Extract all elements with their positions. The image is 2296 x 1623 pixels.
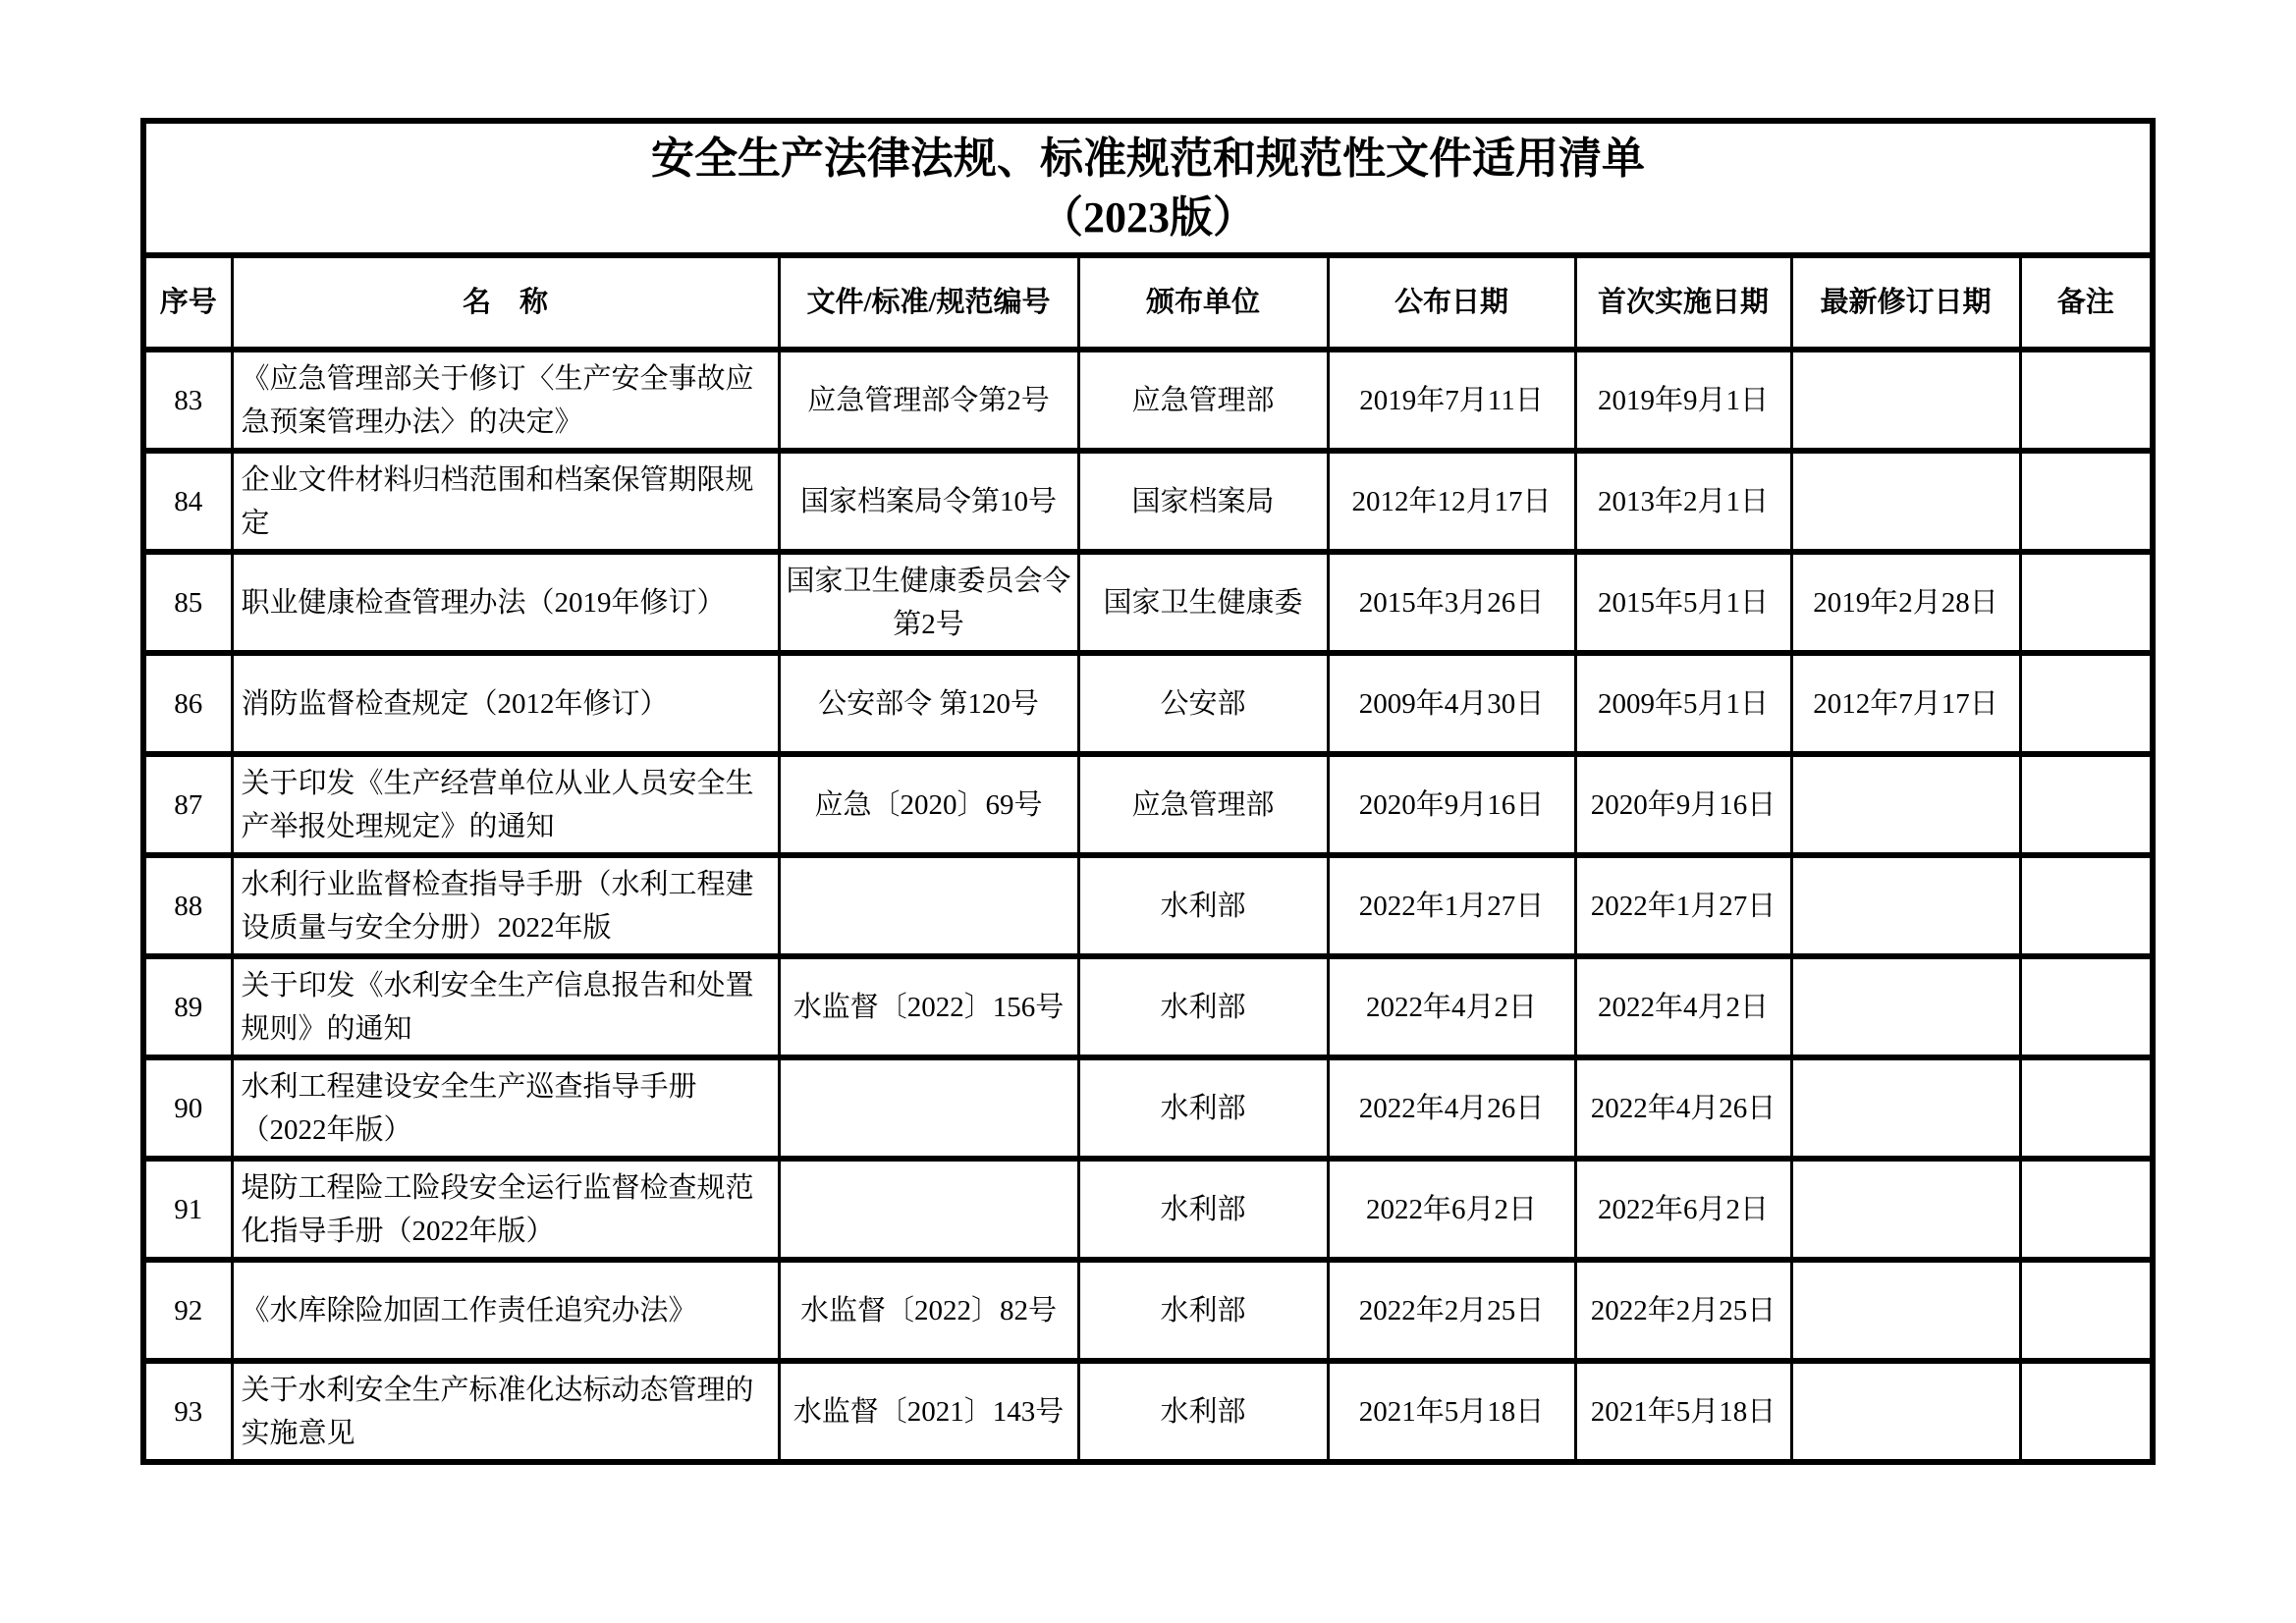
cell-publish-date: 2022年4月2日 [1328,956,1575,1057]
col-header-name: 名 称 [232,255,779,350]
col-header-remark: 备注 [2020,255,2153,350]
cell-remark [2020,1159,2153,1260]
cell-first-impl-date: 2021年5月18日 [1575,1361,1791,1462]
cell-issuer: 水利部 [1078,1159,1328,1260]
cell-remark [2020,1260,2153,1361]
cell-first-impl-date: 2022年6月2日 [1575,1159,1791,1260]
cell-doc-no [779,855,1078,956]
table-row [143,956,2153,1057]
cell-issuer: 水利部 [1078,1361,1328,1462]
cell-revision-date [1791,956,2020,1057]
cell-revision-date [1791,1159,2020,1260]
cell-publish-date: 2019年7月11日 [1328,350,1575,451]
cell-first-impl-date: 2015年5月1日 [1575,552,1791,653]
cell-name: 关于印发《生产经营单位从业人员安全生产举报处理规定》的通知 [232,754,779,855]
cell-first-impl-date: 2022年4月2日 [1575,956,1791,1057]
cell-issuer: 国家卫生健康委 [1078,552,1328,653]
cell-no: 86 [143,653,232,754]
cell-publish-date: 2022年6月2日 [1328,1159,1575,1260]
cell-doc-no: 应急管理部令第2号 [779,350,1078,451]
page-title-line1: 安全生产法律法规、标准规范和规范性文件适用清单 [651,134,1645,183]
cell-doc-no: 公安部令 第120号 [779,653,1078,754]
cell-publish-date: 2009年4月30日 [1328,653,1575,754]
cell-remark [2020,552,2153,653]
cell-name: 水利工程建设安全生产巡查指导手册（2022年版） [232,1057,779,1159]
cell-no: 87 [143,754,232,855]
cell-publish-date: 2022年4月26日 [1328,1057,1575,1159]
cell-name: 职业健康检查管理办法（2019年修订） [232,552,779,653]
cell-name: 《应急管理部关于修订〈生产安全事故应急预案管理办法〉的决定》 [232,350,779,451]
cell-first-impl-date: 2019年9月1日 [1575,350,1791,451]
cell-no: 84 [143,451,232,552]
title-row [143,121,2153,255]
table-row [143,653,2153,754]
col-header-publish-date: 公布日期 [1328,255,1575,350]
cell-doc-no: 水监督〔2022〕82号 [779,1260,1078,1361]
col-header-no: 序号 [143,255,232,350]
table-row [143,754,2153,855]
cell-revision-date: 2012年7月17日 [1791,653,2020,754]
cell-no: 90 [143,1057,232,1159]
cell-doc-no: 国家档案局令第10号 [779,451,1078,552]
col-header-issuer: 颁布单位 [1078,255,1328,350]
cell-no: 83 [143,350,232,451]
table-row [143,1361,2153,1462]
cell-remark [2020,350,2153,451]
cell-doc-no [779,1159,1078,1260]
cell-issuer: 应急管理部 [1078,350,1328,451]
cell-name: 关于水利安全生产标准化达标动态管理的实施意见 [232,1361,779,1462]
cell-first-impl-date: 2013年2月1日 [1575,451,1791,552]
cell-revision-date [1791,1057,2020,1159]
cell-revision-date [1791,1260,2020,1361]
cell-publish-date: 2015年3月26日 [1328,552,1575,653]
cell-name: 关于印发《水利安全生产信息报告和处置规则》的通知 [232,956,779,1057]
cell-no: 89 [143,956,232,1057]
cell-publish-date: 2012年12月17日 [1328,451,1575,552]
cell-issuer: 水利部 [1078,1057,1328,1159]
cell-doc-no [779,1057,1078,1159]
cell-name: 消防监督检查规定（2012年修订） [232,653,779,754]
table-row [143,451,2153,552]
col-header-doc-no: 文件/标准/规范编号 [779,255,1078,350]
cell-first-impl-date: 2009年5月1日 [1575,653,1791,754]
cell-no: 88 [143,855,232,956]
cell-issuer: 国家档案局 [1078,451,1328,552]
cell-no: 92 [143,1260,232,1361]
cell-no: 93 [143,1361,232,1462]
cell-remark [2020,451,2153,552]
cell-revision-date [1791,754,2020,855]
table-header-row [143,255,2153,350]
cell-issuer: 水利部 [1078,1260,1328,1361]
cell-publish-date: 2022年1月27日 [1328,855,1575,956]
cell-issuer: 水利部 [1078,956,1328,1057]
cell-remark [2020,653,2153,754]
cell-doc-no: 应急〔2020〕69号 [779,754,1078,855]
cell-publish-date: 2021年5月18日 [1328,1361,1575,1462]
regulations-table [140,118,2156,1465]
cell-publish-date: 2022年2月25日 [1328,1260,1575,1361]
cell-first-impl-date: 2022年2月25日 [1575,1260,1791,1361]
page-title-line2: （2023版） [1040,192,1256,242]
table-row [143,1159,2153,1260]
cell-doc-no: 水监督〔2021〕143号 [779,1361,1078,1462]
cell-issuer: 水利部 [1078,855,1328,956]
cell-remark [2020,855,2153,956]
cell-remark [2020,1361,2153,1462]
cell-first-impl-date: 2022年1月27日 [1575,855,1791,956]
cell-revision-date [1791,1361,2020,1462]
cell-remark [2020,956,2153,1057]
page-title [143,121,2153,255]
cell-doc-no: 国家卫生健康委员会令第2号 [779,552,1078,653]
col-header-revision-date: 最新修订日期 [1791,255,2020,350]
cell-revision-date [1791,451,2020,552]
cell-revision-date [1791,350,2020,451]
cell-publish-date: 2020年9月16日 [1328,754,1575,855]
cell-doc-no: 水监督〔2022〕156号 [779,956,1078,1057]
cell-remark [2020,1057,2153,1159]
table-row [143,552,2153,653]
cell-no: 91 [143,1159,232,1260]
cell-issuer: 应急管理部 [1078,754,1328,855]
cell-name: 《水库除险加固工作责任追究办法》 [232,1260,779,1361]
cell-remark [2020,754,2153,855]
cell-revision-date: 2019年2月28日 [1791,552,2020,653]
cell-revision-date [1791,855,2020,956]
table-row [143,1260,2153,1361]
col-header-first-impl-date: 首次实施日期 [1575,255,1791,350]
table-row [143,1057,2153,1159]
cell-no: 85 [143,552,232,653]
cell-issuer: 公安部 [1078,653,1328,754]
table-row [143,350,2153,451]
table-row [143,855,2153,956]
cell-name: 企业文件材料归档范围和档案保管期限规定 [232,451,779,552]
cell-name: 堤防工程险工险段安全运行监督检查规范化指导手册（2022年版） [232,1159,779,1260]
cell-first-impl-date: 2020年9月16日 [1575,754,1791,855]
cell-name: 水利行业监督检查指导手册（水利工程建设质量与安全分册）2022年版 [232,855,779,956]
cell-first-impl-date: 2022年4月26日 [1575,1057,1791,1159]
